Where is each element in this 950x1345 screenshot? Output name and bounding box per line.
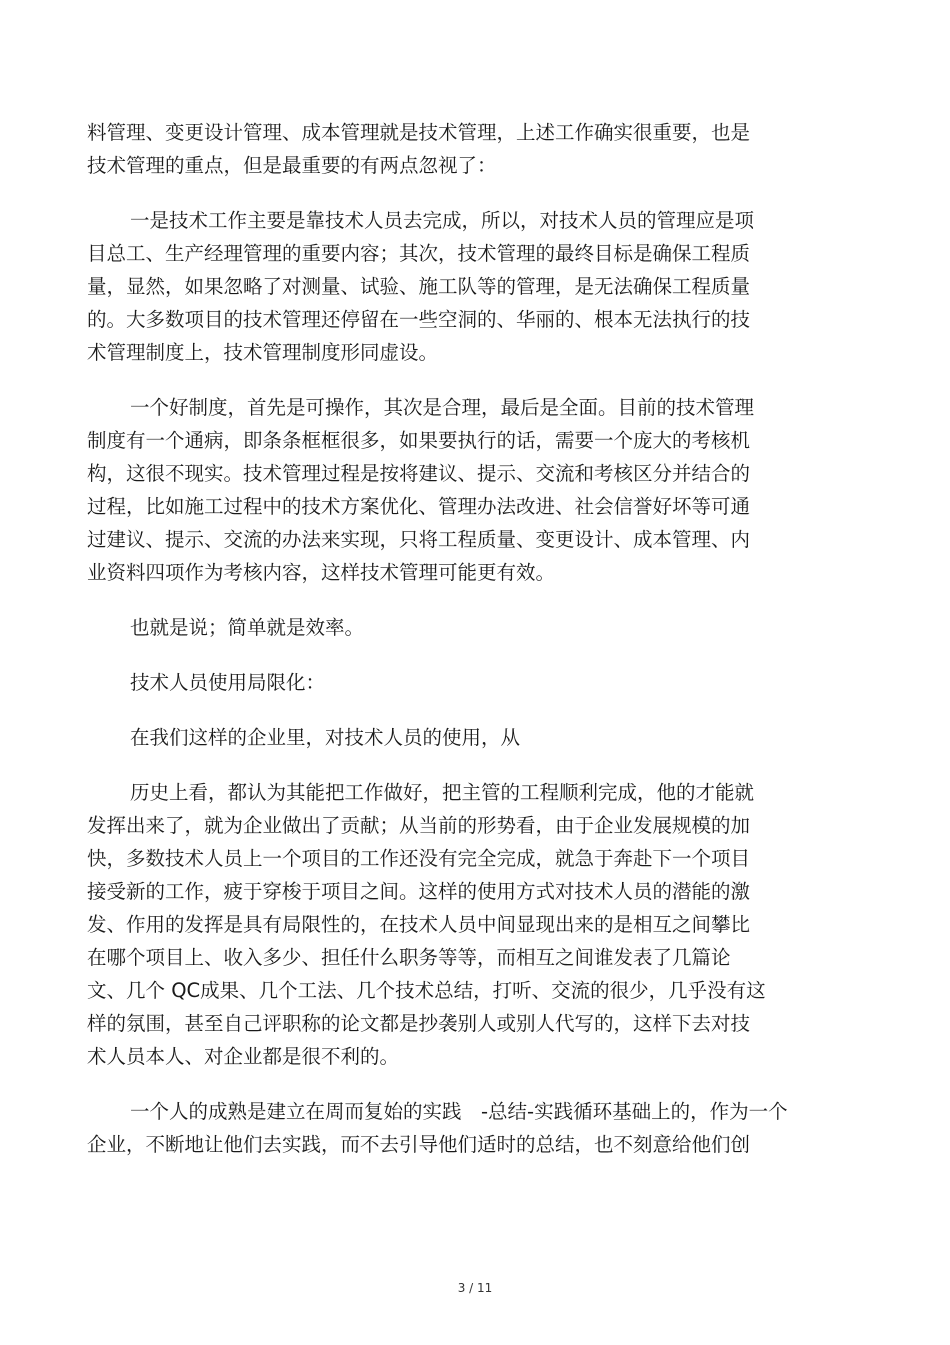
text-line: 料管理、变更设计管理、成本管理就是技术管理，上述工作确实很重要，也是: [87, 121, 751, 144]
text-line: 企业，不断地让他们去实践，而不去引导他们适时的总结，也不刻意给他们创: [87, 1133, 751, 1156]
text-line: 发、作用的发挥是具有局限性的，在技术人员中间显现出来的是相互之间攀比: [87, 913, 751, 936]
text-line: 历史上看，都认为其能把工作做好，把主管的工程顺利完成，他的才能就: [130, 781, 755, 804]
paragraph: [87, 611, 847, 644]
text-line: 术人员本人、对企业都是很不利的。: [87, 1045, 400, 1068]
text-line: 一个人的成熟是建立在周而复始的实践 -总结-实践循环基础上的，作为一个: [130, 1100, 788, 1123]
paragraph: [87, 776, 847, 1073]
text-line: 的。大多数项目的技术管理还停留在一些空洞的、华丽的、根本无法执行的技: [87, 308, 751, 331]
text-line: 也就是说；简单就是效率。: [130, 616, 365, 639]
text-line: 过程，比如施工过程中的技术方案优化、管理办法改进、社会信誉好坏等可通: [87, 495, 751, 518]
text-line: 在哪个项目上、收入多少、担任什么职务等等，而相互之间谁发表了几篇论: [87, 946, 731, 969]
text-line: 接受新的工作，疲于穿梭于项目之间。这样的使用方式对技术人员的潜能的激: [87, 880, 751, 903]
text-line: 量，显然，如果忽略了对测量、试验、施工队等的管理，是无法确保工程质量: [87, 275, 751, 298]
text-line: 一是技术工作主要是靠技术人员去完成，所以，对技术人员的管理应是项: [130, 209, 755, 232]
text-line: 技术人员使用局限化：: [130, 671, 326, 694]
text-line: 制度有一个通病，即条条框框很多，如果要执行的话，需要一个庞大的考核机: [87, 429, 751, 452]
text-line: 目总工、生产经理管理的重要内容；其次，技术管理的最终目标是确保工程质: [87, 242, 751, 265]
text-line: 一个好制度，首先是可操作，其次是合理，最后是全面。目前的技术管理: [130, 396, 755, 419]
text-line: 过建议、提示、交流的办法来实现，只将工程质量、变更设计、成本管理、内: [87, 528, 751, 551]
text-line: 文、几个 QC成果、几个工法、几个技术总结，打听、交流的很少，几乎没有这: [87, 979, 766, 1002]
text-line: 构，这很不现实。技术管理过程是按将建议、提示、交流和考核区分并结合的: [87, 462, 751, 485]
paragraph: [87, 391, 847, 589]
text-line: 在我们这样的企业里，对技术人员的使用，从: [130, 726, 521, 749]
paragraph: [87, 116, 847, 182]
document-body: [87, 116, 847, 1183]
text-line: 术管理制度上，技术管理制度形同虚设。: [87, 341, 439, 364]
text-line: 业资料四项作为考核内容，这样技术管理可能更有效。: [87, 561, 556, 584]
text-line: 样的氛围，甚至自己评职称的论文都是抄袭别人或别人代写的，这样下去对技: [87, 1012, 751, 1035]
paragraph: [87, 1095, 847, 1161]
paragraph: [87, 204, 847, 369]
text-line: 快，多数技术人员上一个项目的工作还没有完全完成，就急于奔赴下一个项目: [87, 847, 751, 870]
page-number: 3 / 11: [457, 1281, 493, 1295]
paragraph: [87, 721, 847, 754]
paragraph: [87, 666, 847, 699]
text-line: 发挥出来了，就为企业做出了贡献；从当前的形势看，由于企业发展规模的加: [87, 814, 751, 837]
text-line: 技术管理的重点，但是最重要的有两点忽视了：: [87, 154, 497, 177]
